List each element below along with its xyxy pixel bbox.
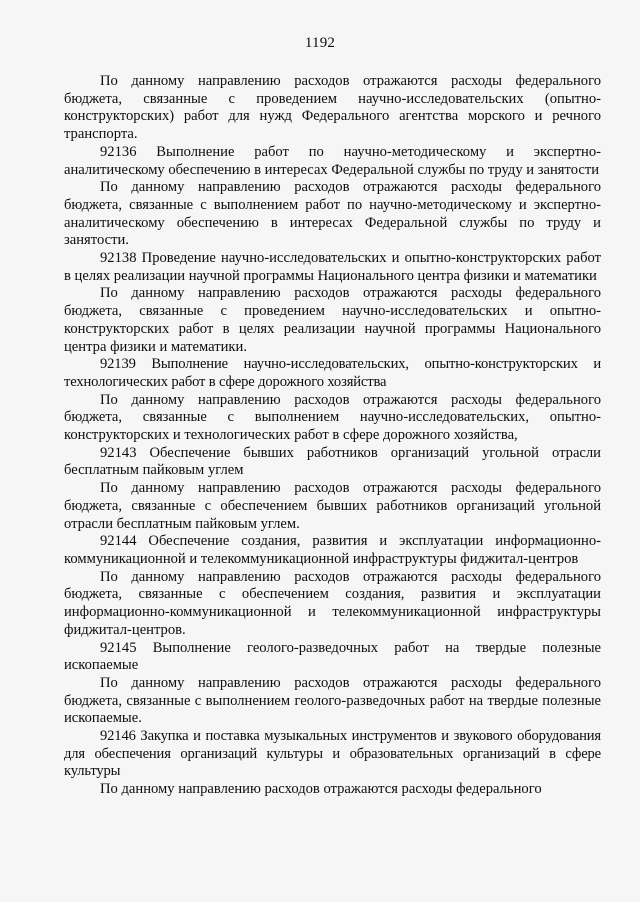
paragraph: По данному направлению расходов отражаются расходы федерального бюджета, связанные с обеспечением бывших работников организаций угольной отрасли бесплатным пайковым углем. (64, 480, 601, 532)
paragraph: 92138 Проведение научно-исследовательских и опытно-конструкторских работ в целях реализации научной программы Национального центра физики и математики (64, 250, 601, 284)
paragraph: 92146 Закупка и поставка музыкальных инструментов и звукового оборудования для обеспечения организаций культуры и образовательных организаций в сфере культуры (64, 728, 601, 780)
paragraph: По данному направлению расходов отражаются расходы федерального бюджета, связанные с проведением научно-исследовательских (опытно-конструкторских) работ для нужд Федерального агентства морского и речного транспорта. (64, 73, 601, 143)
paragraph: 92145 Выполнение геолого-разведочных работ на твердые полезные ископаемые (64, 639, 601, 674)
paragraph: По данному направлению расходов отражаются расходы федерального бюджета, связанные с выполнением работ по научно-методическому и экспертно-аналитическому обеспечению в интересах Федеральной службы по труду и занятости. (64, 179, 601, 249)
paragraph: 92144 Обеспечение создания, развития и эксплуатации информационно-коммуникационной и телекоммуникационной инфраструктуры фиджитал-центров (64, 533, 601, 567)
paragraph: 92139 Выполнение научно-исследовательских, опытно-конструкторских и технологических работ в сфере дорожного хозяйства (64, 356, 601, 390)
paragraph: По данному направлению расходов отражаются расходы федерального бюджета, связанные с выполнением геолого-разведочных работ на твердые полезные ископаемые. (64, 674, 601, 727)
paragraph: По данному направлению расходов отражаются расходы федерального (100, 781, 542, 798)
paragraph: По данному направлению расходов отражаются расходы федерального бюджета, связанные с проведением научно-исследовательских и опытно-конструкторских работ в целях реализации научной программы Национального центра физики и математики. (64, 285, 601, 355)
paragraph: По данному направлению расходов отражаются расходы федерального бюджета, связанные с обеспечением создания, развития и эксплуатации информационно-коммуникационной и телекоммуникационной инфраструктуры фиджитал-центров. (64, 568, 601, 638)
document-body (64, 73, 601, 799)
paragraph: 92143 Обеспечение бывших работников организаций угольной отрасли бесплатным пайковым углем (64, 444, 601, 479)
paragraph: По данному направлению расходов отражаются расходы федерального бюджета, связанные с выполнением научно-исследовательских, опытно-конструкторских и технологических работ в сфере дорожного хозяйства, (64, 391, 601, 444)
paragraph: 92136 Выполнение работ по научно-методическому и экспертно-аналитическому обеспечению в интересах Федеральной службы по труду и занятости (64, 143, 601, 178)
page-number: 1192 (304, 35, 336, 51)
